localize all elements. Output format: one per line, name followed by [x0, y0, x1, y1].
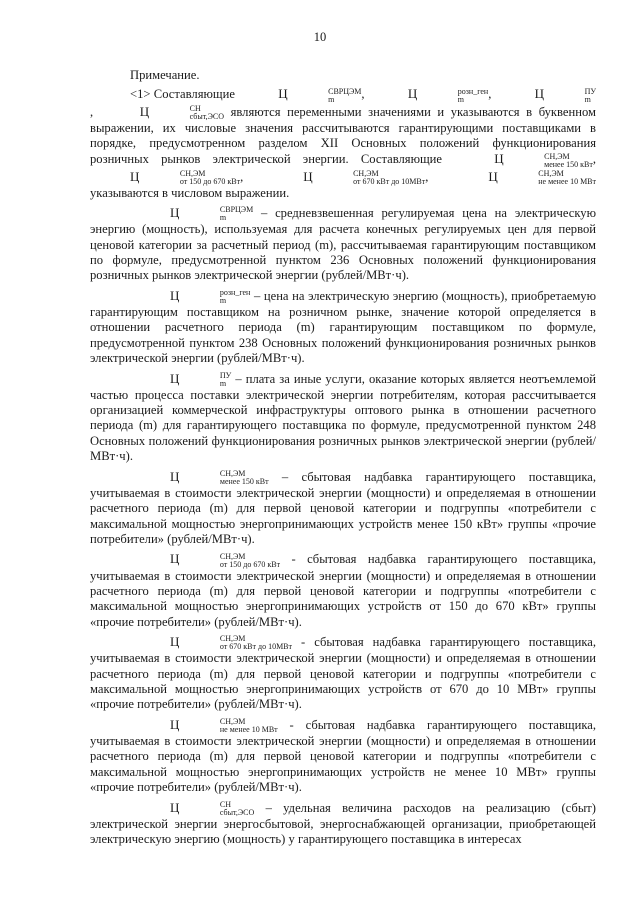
symbol-sn-sbyt: Ц СН сбыт,ЭСО — [139, 103, 225, 121]
definition-item — [90, 634, 596, 713]
page-number: 10 — [313, 30, 327, 44]
definition-item — [90, 469, 596, 548]
definitions-list — [90, 205, 596, 847]
definition-item — [90, 717, 596, 796]
definition-symbol: Ц СН,ЭМ от 670 кВт до 10МВт — [170, 634, 293, 652]
symbol-sn-em-670-10mw: Ц СН,ЭМ от 670 кВт до 10МВт — [303, 168, 426, 186]
definition-symbol: Ц СН,ЭМ не менее 10 МВт — [170, 716, 278, 734]
definition-symbol: Ц СВРЦЭМ m — [170, 205, 254, 223]
definition-item — [90, 800, 596, 848]
definition-item — [90, 371, 596, 465]
note-heading: Примечание. — [130, 68, 200, 82]
document-body — [90, 68, 596, 848]
symbol-pu: Ц ПУ m — [534, 86, 597, 104]
definition-symbol: Ц ПУ m — [170, 370, 232, 388]
definition-symbol: Ц СН сбыт,ЭСО — [170, 799, 255, 817]
definition-item — [90, 205, 596, 284]
definition-item — [90, 551, 596, 630]
note-paragraph: <1> Составляющие Ц СВРЦЭМ m , Ц розн_ген m , Ц ПУ m , Ц СН сбыт,ЭСО являются переменными значениями и указываются в буквенном выражении, их числовые значения рассчитываются гарантирующими поставщиками в порядке, предусмотренном разделом XII Основных положений функционирования розничных рынков электрической энергии. Составляющие Ц СН,ЭМ менее 150 кВт , Ц СН,ЭМ от 150 до 670 кВт , Ц СН,ЭМ от 670 кВт до 10МВт , Ц СН,ЭМ не менее 10 МВт указываются в числовом выражении. — [90, 86, 597, 200]
definition-text: – удельная величина расходов на реализацию (сбыт) электрической энергии энергосбытовой, энергоснабжающей организации, приобретающей электрическую энергию (мощность) у гарантирующего поставщика в интересах — [90, 800, 596, 847]
definition-text: – цена на электрическую энергию (мощность), приобретаемую гарантирующим поставщиком на розничном рынке, значение которой определяется в отношении расчетного периода (m) гарантирующим поставщиком по формуле, предусмотренной пунктом 238 Основных положений функционирования розничных рынков электрической энергии (рублей/МВт·ч). — [90, 288, 596, 366]
symbol-sn-em-10mw: Ц СН,ЭМ не менее 10 МВт — [488, 168, 597, 186]
note-lead: <1> Составляющие — [130, 87, 235, 102]
definition-symbol: Ц СН,ЭМ менее 150 кВт — [170, 468, 269, 486]
symbol-sn-em-less150: Ц СН,ЭМ менее 150 кВт — [494, 151, 593, 169]
definition-text: - сбытовая надбавка гарантирующего поставщика, учитываемая в стоимости электрической энергии (мощности) и определяемая в отношении расчетного периода (m) для первой ценовой категории и подгруппы «потребители с максимальной мощностью энергопринимающих устройств от 670 до 10 МВт» группы «прочие потребители» (рублей/МВт·ч). — [90, 635, 596, 712]
symbol-rozn-gen: Ц розн_ген m — [407, 86, 489, 104]
note-text-1: являются переменными значениями и указываются в буквенном выражении, их числовые значения рассчитываются гарантирующими поставщиками в порядке, предусмотренном разделом XII Основных положений функционирования розничных рынков электрической энергии. Составляющие — [90, 104, 596, 167]
definition-text: – средневзвешенная регулируемая цена на электрическую энергию (мощность), используемая для расчета конечных регулируемых цен для первой ценовой категории за расчетный период (m), рассчитываемая гарантирующим поставщиком по формуле, предусмотренной пунктом 236 Основных положений функционирования розничных рынков электрической энергии (рублей/МВт·ч). — [90, 206, 596, 283]
symbol-sn-em-150-670: Ц СН,ЭМ от 150 до 670 кВт — [130, 168, 241, 186]
definition-text: - сбытовая надбавка гарантирующего поставщика, учитываемая в стоимости электрической энергии (мощности) и определяемая в отношении расчетного периода (m) для первой ценовой категории и подгруппы «потребители с максимальной мощностью энергопринимающих устройств не менее 10 МВт» группы «прочие потребители» (рублей/МВт·ч). — [90, 717, 596, 795]
definition-text: - сбытовая надбавка гарантирующего поставщика, учитываемая в стоимости электрической энергии (мощности) и определяемая в отношении расчетного периода (m) для первой ценовой категории и подгруппы «потребители с максимальной мощностью энергопринимающих устройств от 150 до 670 кВт» группы «прочие потребители» (рублей/МВт·ч). — [90, 552, 596, 629]
symbol-svrcem: Ц СВРЦЭМ m — [278, 86, 362, 104]
note-text-2: указываются в числовом выражении. — [90, 185, 290, 200]
definition-text: – плата за иные услуги, оказание которых является неотъемлемой частью процесса поставки электрической энергии потребителям, которая рассчитывается организацией коммерческой инфраструктуры оптового рынка в отношении расчетного периода (m) для гарантирующего поставщика по формуле, предусмотренной пунктом 248 Основных положений функционирования розничных рынков электрической энергии (рублей/МВт·ч). — [90, 371, 596, 464]
definition-item — [90, 288, 596, 367]
definition-symbol: Ц розн_ген m — [170, 287, 251, 305]
definition-text: – сбытовая надбавка гарантирующего поставщика, учитываемая в стоимости электрической энергии (мощности) и определяемая в отношении расчетного периода (m) для первой ценовой категории и подгруппы «потребители с максимальной мощностью энергопринимающих устройств менее 150 кВт» группы «прочие потребители» (рублей/МВт·ч). — [90, 469, 596, 546]
definition-symbol: Ц СН,ЭМ от 150 до 670 кВт — [170, 551, 281, 569]
